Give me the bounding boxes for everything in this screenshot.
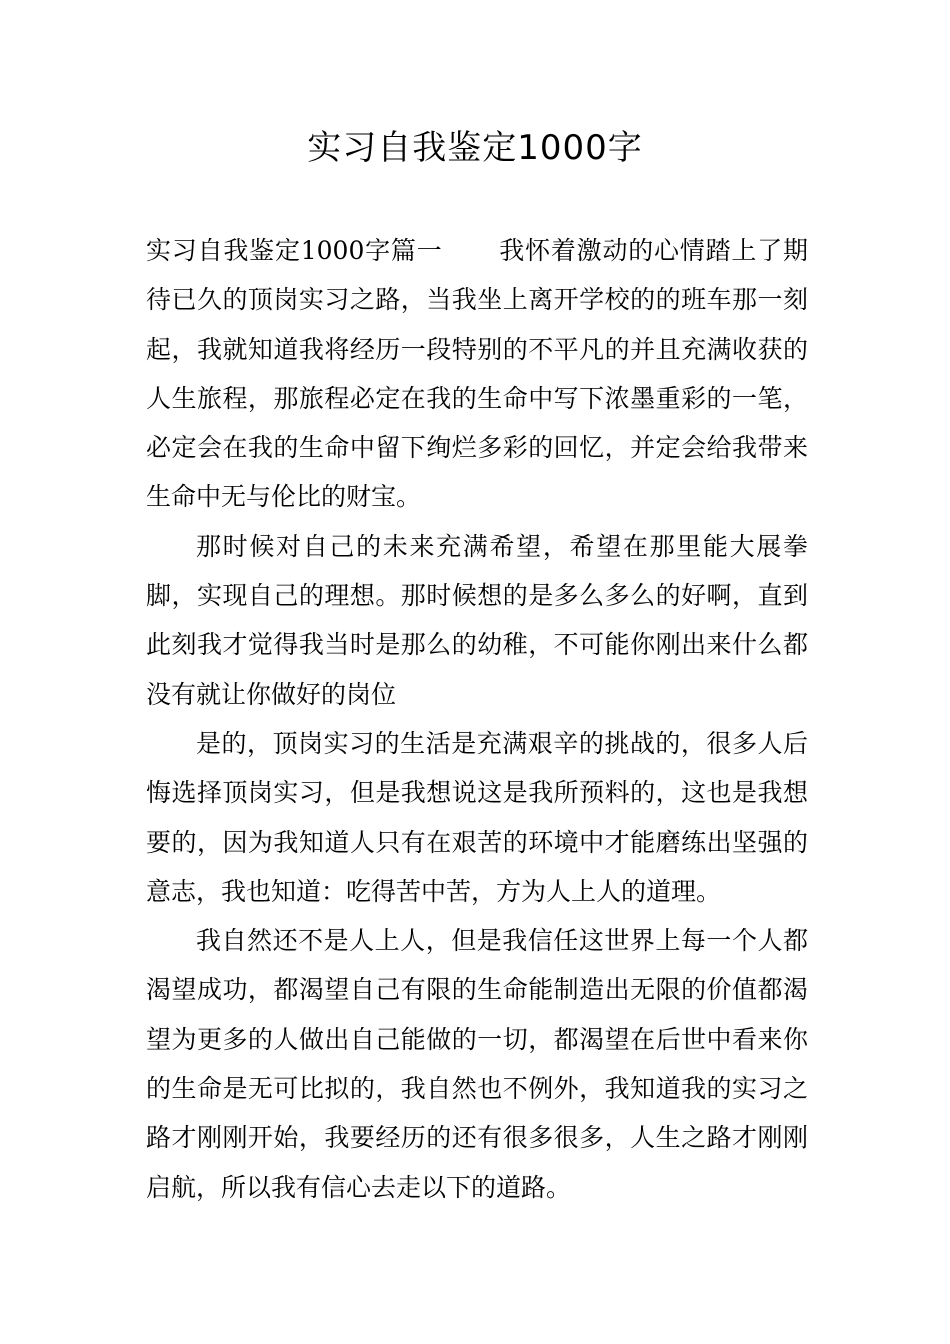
document-title: 实习自我鉴定1000字 (307, 128, 643, 168)
section-heading: 实习自我鉴定1000字篇一 (146, 236, 443, 265)
paragraph-1 (146, 226, 808, 522)
paragraph-3: 是的，顶岗实习的生活是充满艰辛的挑战的，很多人后悔选择顶岗实习，但是我想说这是我所预料的，这也是我想要的，因为我知道人只有在艰苦的环境中才能磨练出坚强的意志，我也知道：吃得苦中苦，方为人上人的道理。 (146, 728, 808, 906)
document-body (146, 226, 808, 1212)
paragraph-4: 我自然还不是人上人，但是我信任这世界上每一个人都渴望成功，都渴望自己有限的生命能制造出无限的价值都渴望为更多的人做出自己能做的一切，都渴望在后世中看来你的生命是无可比拟的，我自然也不例外，我知道我的实习之路才刚刚开始，我要经历的还有很多很多，人生之路才刚刚启航，所以我有信心去走以下的道路。 (146, 926, 808, 1202)
paragraph-2: 那时候对自己的未来充满希望，希望在那里能大展拳脚，实现自己的理想。那时候想的是多么多么的好啊，直到此刻我才觉得我当时是那么的幼稚，不可能你刚出来什么都没有就让你做好的岗位 (146, 531, 808, 709)
paragraph-1-text: 我怀着激动的心情踏上了期待已久的顶岗实习之路，当我坐上离开学校的的班车那一刻起，我就知道我将经历一段特别的不平凡的并且充满收获的人生旅程，那旅程必定在我的生命中写下浓墨重彩的一笔，必定会在我的生命中留下绚烂多彩的回忆，并定会给我带来生命中无与伦比的财宝。 (146, 236, 808, 512)
